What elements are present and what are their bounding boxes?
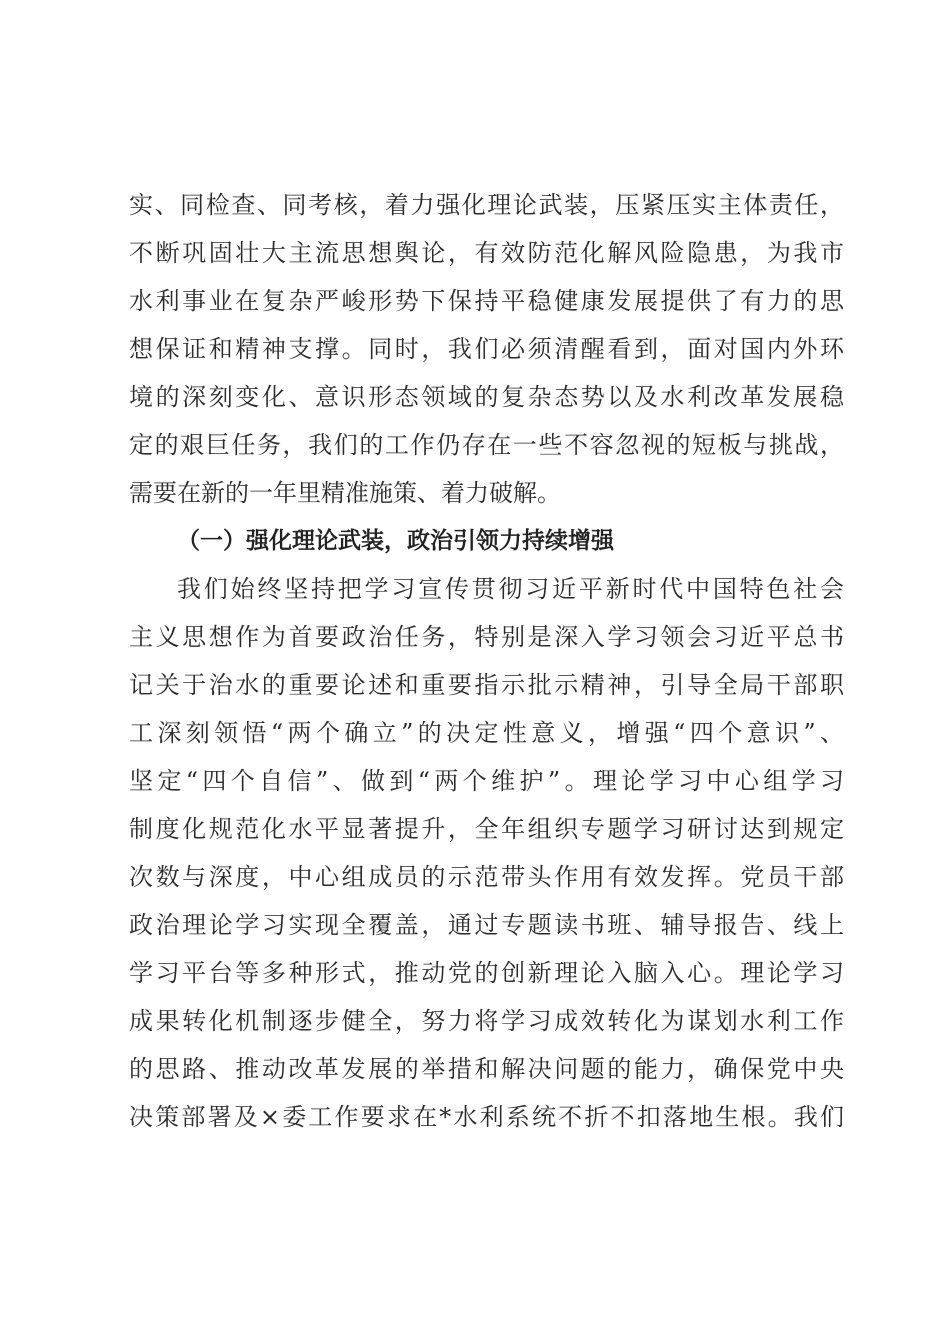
paragraph-2-line: 记关于治水的重要论述和重要指示批示精神，引导全局干部职 <box>129 671 844 699</box>
section-heading: （一）强化理论武装，政治引领力持续增强 <box>177 528 614 554</box>
paragraph-2-line: 成果转化机制逐步健全，努力将学习成效转化为谋划水利工作 <box>129 1007 844 1035</box>
paragraph-2-line: 主义思想作为首要政治任务，特别是深入学习领会习近平总书 <box>129 623 844 651</box>
paragraph-2-line: 决策部署及×委工作要求在*水利系统不折不扣落地生根。我们 <box>129 1103 844 1131</box>
paragraph-2-line: 制度化规范化水平显著提升，全年组织专题学习研讨达到规定 <box>129 815 844 843</box>
paragraph-2-line: 次数与深度，中心组成员的示范带头作用有效发挥。党员干部 <box>129 863 844 891</box>
paragraph-1-line: 境的深刻变化、意识形态领域的复杂态势以及水利改革发展稳 <box>129 383 844 411</box>
paragraph-1-line: 实、同检查、同考核，着力强化理论武装，压紧压实主体责任， <box>129 191 844 219</box>
paragraph-2-line: 的思路、推动改革发展的举措和解决问题的能力，确保党中央 <box>129 1055 844 1083</box>
paragraph-1-line: 水利事业在复杂严峻形势下保持平稳健康发展提供了有力的思 <box>129 287 844 315</box>
paragraph-2-line: 工深刻领悟“两个确立”的决定性意义，增强“四个意识”、 <box>129 719 844 747</box>
paragraph-1-line: 定的艰巨任务，我们的工作仍存在一些不容忽视的短板与挑战， <box>129 431 844 459</box>
paragraph-2-line: 坚定“四个自信”、做到“两个维护”。理论学习中心组学习 <box>129 767 844 795</box>
paragraph-2-line: 我们始终坚持把学习宣传贯彻习近平新时代中国特色社会 <box>177 575 844 603</box>
body-text <box>129 181 844 1141</box>
paragraph-1-line: 需要在新的一年里精准施策、着力破解。 <box>129 479 561 507</box>
paragraph-2-line: 学习平台等多种形式，推动党的创新理论入脑入心。理论学习 <box>129 959 844 987</box>
paragraph-1-line: 不断巩固壮大主流思想舆论，有效防范化解风险隐患，为我市 <box>129 239 844 267</box>
paragraph-2-line: 政治理论学习实现全覆盖，通过专题读书班、辅导报告、线上 <box>129 911 844 939</box>
paragraph-1-line: 想保证和精神支撑。同时，我们必须清醒看到，面对国内外环 <box>129 335 844 363</box>
